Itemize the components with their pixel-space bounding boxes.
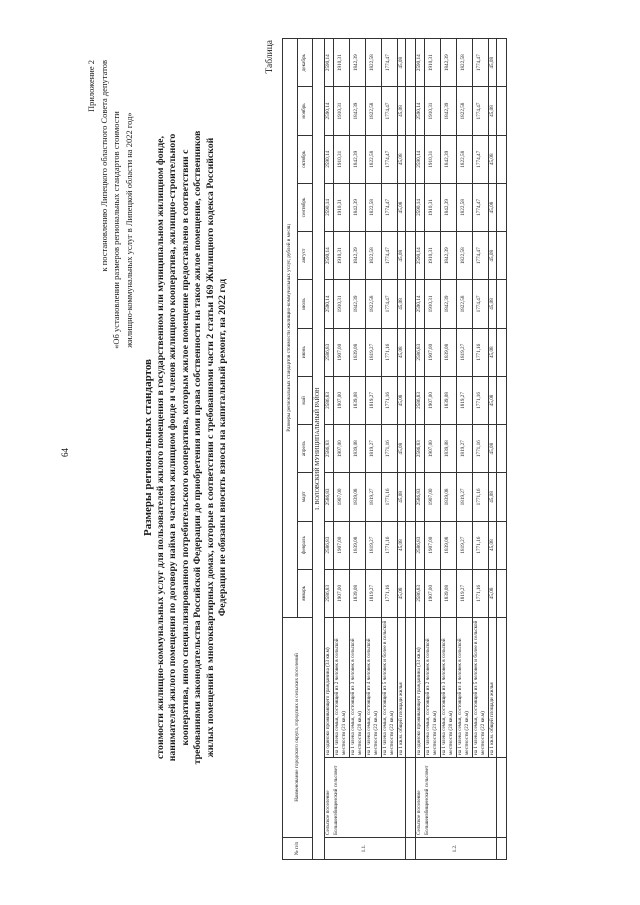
title-line: Федерации не обязаны вносить взносы на капитальный ремонт, на 2022 год: [217, 278, 228, 617]
value-cell: 1910,31: [333, 280, 349, 328]
value-cell: 1771,16: [472, 328, 488, 376]
value-cell: 1907,00: [424, 376, 440, 424]
value-cell: 1819,27: [456, 328, 472, 376]
value-cell: 1774,47: [472, 87, 488, 135]
value-cell: 45,08: [397, 569, 406, 617]
value-cell: 1774,47: [472, 135, 488, 183]
value-cell: 1842,39: [349, 280, 365, 328]
header-name: Наименование городского округа, городских и сельских поселений: [283, 617, 313, 837]
value-cell: 1907,00: [424, 521, 440, 569]
value-cell: 1839,08: [440, 328, 456, 376]
spacer-cell: [497, 232, 507, 280]
spacer-cell: [406, 838, 416, 860]
value-cell: 1771,16: [381, 521, 397, 569]
spacer-cell: [497, 328, 507, 376]
row-label: на 1 кв.м. общей площади жилья: [397, 617, 406, 757]
value-cell: 1774,47: [381, 135, 397, 183]
spacer-cell: [406, 135, 416, 183]
value-cell: 1774,47: [472, 232, 488, 280]
value-cell: 2590,14: [416, 39, 425, 87]
value-cell: 1839,08: [349, 376, 365, 424]
header-month: декабрь: [298, 39, 313, 87]
table-row: [416, 39, 425, 860]
row-label: на 1 члена семьи, состоящей из 4 человек в сельской местности (22 кв.м): [456, 617, 472, 757]
value-cell: 1771,16: [472, 473, 488, 521]
value-cell: 2590,14: [325, 183, 334, 231]
table-row: [424, 39, 440, 860]
value-cell: 2586,83: [416, 521, 425, 569]
value-cell: 1907,00: [424, 328, 440, 376]
spacer-cell: [406, 569, 416, 617]
row-number: 1.2.: [416, 838, 497, 860]
value-cell: 1910,31: [424, 39, 440, 87]
header-month: февраль: [298, 521, 313, 569]
header-month: октябрь: [298, 135, 313, 183]
value-cell: 2590,14: [325, 39, 334, 87]
value-cell: 45,08: [397, 280, 406, 328]
table-row: [472, 39, 488, 860]
value-cell: 45,08: [397, 425, 406, 473]
spacer-cell: [497, 39, 507, 87]
value-cell: 45,08: [397, 87, 406, 135]
value-cell: 45,08: [488, 328, 497, 376]
value-cell: 1842,39: [440, 280, 456, 328]
value-cell: 1822,58: [456, 280, 472, 328]
value-cell: 1842,39: [440, 87, 456, 135]
value-cell: 1839,08: [440, 376, 456, 424]
value-cell: 1842,39: [349, 87, 365, 135]
value-cell: 1819,27: [365, 521, 381, 569]
value-cell: 1842,39: [349, 232, 365, 280]
value-cell: 1819,27: [456, 569, 472, 617]
value-cell: 1819,27: [365, 569, 381, 617]
value-cell: 1822,58: [456, 135, 472, 183]
value-cell: 1907,00: [333, 376, 349, 424]
value-cell: 1910,31: [333, 232, 349, 280]
value-cell: 45,08: [397, 376, 406, 424]
row-label: на 1 члена семьи, состоящей из 2 человек в сельской местности (21 кв.м): [333, 617, 349, 757]
value-cell: 1771,16: [472, 425, 488, 473]
header-num: № п/п: [283, 838, 313, 860]
value-cell: 1842,39: [440, 183, 456, 231]
value-cell: 45,08: [488, 425, 497, 473]
row-label: на одиноко проживающего гражданина (33 кв.м): [416, 617, 425, 757]
value-cell: 45,08: [397, 135, 406, 183]
value-cell: 1822,58: [365, 232, 381, 280]
value-cell: 45,08: [397, 232, 406, 280]
settlement-name: Сельское поселение Большеизбищенский сельсовет: [416, 758, 497, 838]
value-cell: 2590,14: [416, 232, 425, 280]
spacer-cell: [406, 473, 416, 521]
value-cell: 1819,27: [456, 521, 472, 569]
value-cell: 2586,83: [325, 521, 334, 569]
row-label: на 1 члена семьи, состоящей из 3 человек в сельской местности (20 кв.м): [349, 617, 365, 757]
spacer-cell: [406, 183, 416, 231]
title-heading: Размеры региональных стандартов: [142, 359, 154, 536]
table-row: [456, 39, 472, 860]
value-cell: 1842,39: [349, 183, 365, 231]
value-cell: 1819,27: [365, 425, 381, 473]
value-cell: 1774,47: [381, 280, 397, 328]
table-row: [397, 39, 406, 860]
spacer-cell: [497, 425, 507, 473]
section-row: [313, 39, 325, 860]
value-cell: 1774,47: [472, 183, 488, 231]
value-cell: 1839,08: [440, 521, 456, 569]
table-row: [333, 39, 349, 860]
row-label: на 1 члена семьи, состоящей из 5 человек и более в сельской местности (22 кв.м): [381, 617, 397, 757]
value-cell: 1822,58: [365, 280, 381, 328]
value-cell: 1907,00: [424, 425, 440, 473]
value-cell: 1771,16: [381, 376, 397, 424]
value-cell: 1819,27: [365, 376, 381, 424]
value-cell: 1819,27: [456, 376, 472, 424]
spacer-cell: [497, 838, 507, 860]
table-row: [440, 39, 456, 860]
table-row: [349, 39, 365, 860]
value-cell: 1822,58: [456, 183, 472, 231]
spacer-cell: [406, 758, 416, 838]
spacer-cell: [497, 135, 507, 183]
table-row: [325, 39, 334, 860]
spacer-cell: [497, 617, 507, 757]
value-cell: 1771,16: [381, 473, 397, 521]
value-cell: 1910,31: [424, 135, 440, 183]
header-month: июль: [298, 280, 313, 328]
value-cell: 1819,27: [365, 328, 381, 376]
value-cell: 2590,14: [325, 135, 334, 183]
value-cell: 2586,83: [416, 569, 425, 617]
value-cell: 2586,83: [416, 425, 425, 473]
page-number: 64: [60, 448, 70, 457]
standards-table: [282, 38, 507, 860]
value-cell: 2590,14: [325, 87, 334, 135]
value-cell: 2590,14: [416, 183, 425, 231]
spacer-row: [497, 39, 507, 860]
row-label: на 1 члена семьи, состоящей из 3 человек в сельской местности (20 кв.м): [440, 617, 456, 757]
value-cell: 1839,08: [349, 473, 365, 521]
spacer-cell: [497, 521, 507, 569]
header-month: ноябрь: [298, 87, 313, 135]
header-month: апрель: [298, 425, 313, 473]
header-month: сентябрь: [298, 183, 313, 231]
value-cell: 1771,16: [381, 425, 397, 473]
spacer-cell: [497, 87, 507, 135]
appendix-line-2: «Об установлении размеров региональных стандартов стоимости: [111, 111, 121, 349]
table-row: [381, 39, 397, 860]
value-cell: 45,08: [397, 183, 406, 231]
spacer-cell: [406, 328, 416, 376]
title-line: жилых помещений в многоквартирных домах, которые в соответствии с требованиями части 2 статьи 169 Жилищного кодекса Российской: [204, 137, 216, 758]
spacer-cell: [497, 473, 507, 521]
appendix-line-3: жилищно-коммунальных услуг в Липецкой области на 2022 год»: [123, 112, 134, 348]
value-cell: 45,08: [397, 521, 406, 569]
value-cell: 1822,58: [456, 87, 472, 135]
spacer-cell: [497, 376, 507, 424]
value-cell: 2586,83: [325, 328, 334, 376]
row-label: на 1 члена семьи, состоящей из 5 человек и более в сельской местности (22 кв.м): [472, 617, 488, 757]
header-month: январь: [298, 569, 313, 617]
value-cell: 1910,31: [333, 135, 349, 183]
value-cell: 1910,31: [424, 87, 440, 135]
value-cell: 1839,08: [349, 328, 365, 376]
value-cell: 45,08: [488, 183, 497, 231]
value-cell: 45,08: [488, 376, 497, 424]
spacer-cell: [406, 232, 416, 280]
value-cell: 2586,83: [416, 473, 425, 521]
value-cell: 2590,14: [416, 87, 425, 135]
value-cell: 1771,16: [381, 328, 397, 376]
value-cell: 1839,08: [349, 569, 365, 617]
title-line: нанимателей жилого помещения по договору найма в частном жилищном фонде и членов жилищного кооператива, жилищно-строительного: [167, 133, 178, 762]
value-cell: 1907,00: [424, 473, 440, 521]
value-cell: 1910,31: [333, 87, 349, 135]
value-cell: 1910,31: [333, 183, 349, 231]
value-cell: 1771,16: [472, 376, 488, 424]
value-cell: 1907,00: [333, 521, 349, 569]
spacer-cell: [406, 280, 416, 328]
value-cell: 1842,39: [440, 39, 456, 87]
value-cell: 1771,16: [472, 569, 488, 617]
spacer-cell: [406, 376, 416, 424]
value-cell: 45,08: [488, 569, 497, 617]
row-label: на 1 члена семьи, состоящей из 4 человек в сельской местности (22 кв.м): [365, 617, 381, 757]
header-month: август: [298, 232, 313, 280]
table-caption: Таблица: [265, 40, 275, 74]
value-cell: 1819,27: [365, 473, 381, 521]
document-title: [142, 40, 230, 855]
value-cell: 1822,58: [365, 39, 381, 87]
value-cell: 1842,39: [349, 39, 365, 87]
spacer-row: [406, 39, 416, 860]
header-group: Размеры региональных стандартов стоимости жилищно-коммунальных услуг, рублей в месяц: [283, 39, 298, 618]
appendix-label: Приложение 2: [86, 60, 96, 112]
header-month: июнь: [298, 328, 313, 376]
value-cell: 1842,39: [440, 135, 456, 183]
value-cell: 45,08: [488, 280, 497, 328]
section-title: 1. ВОЛОВСКИЙ МУНИЦИПАЛЬНЫЙ РАЙОН: [313, 39, 325, 860]
value-cell: 2586,83: [325, 376, 334, 424]
row-number: 1.1.: [325, 838, 406, 860]
value-cell: 45,08: [488, 87, 497, 135]
value-cell: 1907,00: [333, 328, 349, 376]
value-cell: 2586,83: [416, 328, 425, 376]
value-cell: 1842,39: [440, 232, 456, 280]
spacer-cell: [497, 280, 507, 328]
spacer-cell: [406, 521, 416, 569]
value-cell: 2590,14: [325, 232, 334, 280]
value-cell: 1907,00: [333, 569, 349, 617]
spacer-cell: [406, 87, 416, 135]
value-cell: 1822,58: [456, 39, 472, 87]
value-cell: 1822,58: [456, 232, 472, 280]
row-label: на 1 кв.м. общей площади жилья: [488, 617, 497, 757]
value-cell: 1774,47: [381, 87, 397, 135]
settlement-name: Сельское поселение Большеизбищенский сельсовет: [325, 758, 406, 838]
value-cell: 1907,00: [424, 569, 440, 617]
value-cell: 1839,08: [440, 473, 456, 521]
spacer-cell: [406, 425, 416, 473]
value-cell: 1774,47: [381, 183, 397, 231]
value-cell: 1771,16: [381, 569, 397, 617]
value-cell: 45,08: [397, 328, 406, 376]
title-line: требованиями законодательства Российской Федерации до приобретения ими права собственности на такое жилое помещение, собственников: [192, 130, 203, 765]
value-cell: 2586,83: [325, 473, 334, 521]
value-cell: 2590,14: [325, 280, 334, 328]
appendix-line-1: к постановлению Липецкого областного Совета депутатов: [98, 60, 109, 272]
value-cell: 45,08: [488, 232, 497, 280]
value-cell: 1774,47: [381, 232, 397, 280]
value-cell: 1822,58: [365, 135, 381, 183]
header-month: март: [298, 473, 313, 521]
spacer-cell: [497, 183, 507, 231]
value-cell: 45,08: [488, 135, 497, 183]
value-cell: 1822,58: [365, 183, 381, 231]
value-cell: 1839,08: [440, 425, 456, 473]
value-cell: 1907,00: [333, 473, 349, 521]
value-cell: 2586,83: [325, 425, 334, 473]
title-line: кооператива, иного специализированного потребительского кооператива, которым жилое помещение предоставлено в соответствии с: [179, 149, 191, 746]
value-cell: 1771,16: [472, 521, 488, 569]
value-cell: 1839,08: [440, 569, 456, 617]
row-label: на одиноко проживающего гражданина (33 кв.м): [325, 617, 334, 757]
value-cell: 2586,83: [416, 376, 425, 424]
value-cell: 1910,31: [424, 183, 440, 231]
value-cell: 2586,83: [325, 569, 334, 617]
value-cell: 1774,47: [472, 280, 488, 328]
value-cell: 1910,31: [333, 39, 349, 87]
value-cell: 1842,39: [349, 135, 365, 183]
value-cell: 2590,14: [416, 135, 425, 183]
value-cell: 45,08: [488, 521, 497, 569]
spacer-cell: [406, 617, 416, 757]
spacer-cell: [406, 39, 416, 87]
table-row: [365, 39, 381, 860]
value-cell: 45,08: [397, 39, 406, 87]
value-cell: 1774,47: [381, 39, 397, 87]
value-cell: 1910,31: [424, 232, 440, 280]
value-cell: 1774,47: [472, 39, 488, 87]
value-cell: 45,08: [397, 473, 406, 521]
value-cell: 1907,00: [333, 425, 349, 473]
value-cell: 1819,27: [456, 473, 472, 521]
value-cell: 2590,14: [416, 280, 425, 328]
header-month: май: [298, 376, 313, 424]
value-cell: 45,08: [488, 473, 497, 521]
table-container: [282, 38, 507, 860]
table-row: [488, 39, 497, 860]
value-cell: 1839,08: [349, 425, 365, 473]
row-label: на 1 члена семьи, состоящей из 2 человек в сельской местности (21 кв.м): [424, 617, 440, 757]
value-cell: 1822,58: [365, 87, 381, 135]
header-row: [283, 39, 298, 860]
title-line: стоимости жилищно-коммунальных услуг для пользователей жилого помещения в государственном или муниципальном жилищном фонде,: [154, 136, 166, 759]
value-cell: 45,08: [488, 39, 497, 87]
spacer-cell: [497, 569, 507, 617]
value-cell: 1910,31: [424, 280, 440, 328]
spacer-cell: [497, 758, 507, 838]
appendix-note: [85, 60, 135, 400]
value-cell: 1839,08: [349, 521, 365, 569]
value-cell: 1819,27: [456, 425, 472, 473]
